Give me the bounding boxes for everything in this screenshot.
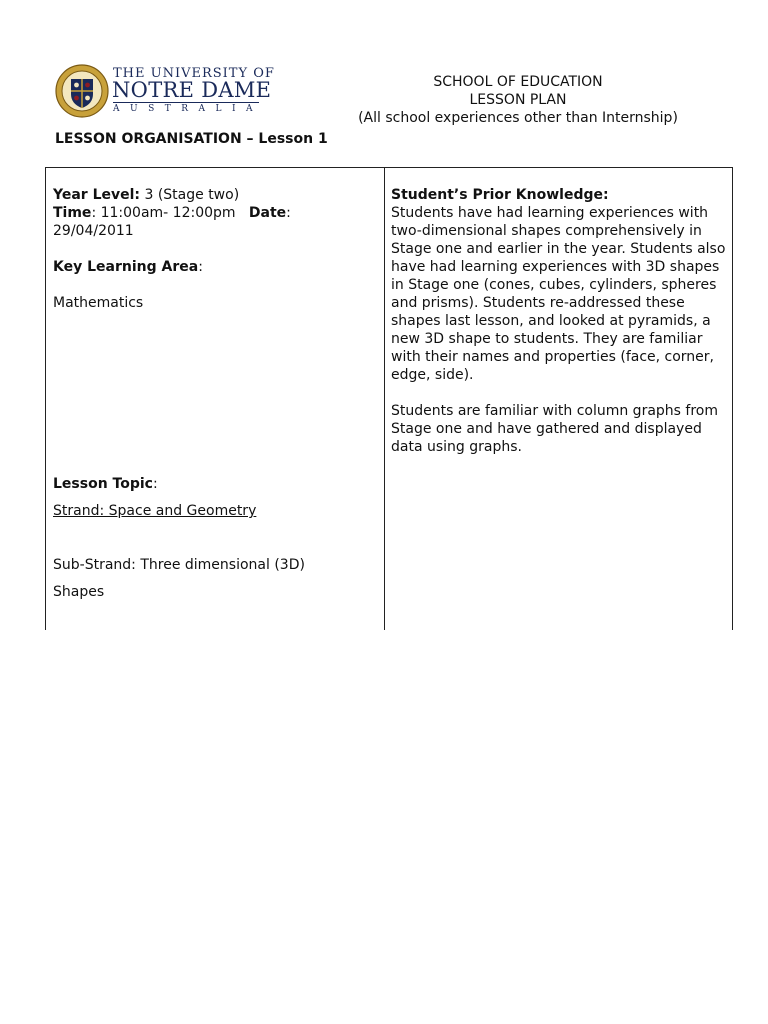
kla-colon: :	[198, 259, 203, 275]
document-title: LESSON PLAN	[469, 92, 567, 108]
year-level-label: Year Level:	[53, 187, 141, 203]
logo-line-2: NOTRE DAME	[112, 78, 272, 102]
lesson-topic-row	[53, 475, 378, 493]
lesson-table	[45, 167, 733, 630]
year-level-value: 3 (Stage two)	[140, 187, 240, 203]
date-colon: :	[286, 205, 291, 221]
logo-line-3: AUSTRALIA	[113, 104, 264, 114]
logo-line-1: THE UNIVERSITY OF	[113, 66, 275, 81]
organisation-dash: –	[241, 131, 259, 147]
time-label: Time	[53, 205, 92, 221]
substrand-text: Sub-Strand: Three dimensional (3D)	[53, 557, 305, 573]
kla-value: Mathematics	[53, 295, 144, 311]
lesson-number: Lesson 1	[258, 131, 328, 147]
document-subtitle: (All school experiences other than Internship)	[358, 110, 678, 126]
lesson-topic-colon: :	[152, 476, 158, 492]
substrand-continuation: Shapes	[53, 584, 105, 600]
prior-knowledge-heading	[391, 186, 731, 204]
time-date-row	[53, 204, 378, 222]
table-border-left	[45, 168, 46, 630]
prior-knowledge-cell	[391, 186, 731, 456]
lesson-topic-label: Lesson Topic	[53, 476, 153, 492]
organisation-label: LESSON ORGANISATION	[55, 131, 242, 147]
lesson-organisation-heading	[55, 131, 328, 147]
prior-knowledge-paragraph-1: Students have had learning experiences with two-dimensional shapes comprehensively in Stage one and earlier in the year. Students also have had learning experiences with 3D shapes in Stage one (cones, cubes, cylinders, spheres and prisms). Students re-addressed these shapes last lesson, and looked at pyramids, a new 3D shape to students. They are familiar with their names and properties (face, corner, edge, side).	[391, 205, 726, 383]
kla-label: Key Learning Area	[53, 259, 199, 275]
table-divider	[384, 168, 385, 630]
year-level-row	[53, 186, 378, 204]
date-value: 29/04/2011	[53, 223, 134, 239]
table-border-right	[732, 168, 733, 630]
prior-knowledge-paragraph-2: Students are familiar with column graphs from Stage one and have gathered and displayed data using graphs.	[391, 403, 718, 455]
kla-row	[53, 258, 378, 276]
strand-text: Strand: Space and Geometry	[53, 503, 257, 519]
prior-knowledge-heading-text: Student’s Prior Knowledge:	[391, 187, 609, 203]
lesson-details-cell	[53, 186, 378, 601]
school-heading: SCHOOL OF EDUCATION	[433, 74, 603, 90]
date-label: Date	[248, 205, 287, 221]
time-value: : 11:00am- 12:00pm	[91, 205, 236, 221]
